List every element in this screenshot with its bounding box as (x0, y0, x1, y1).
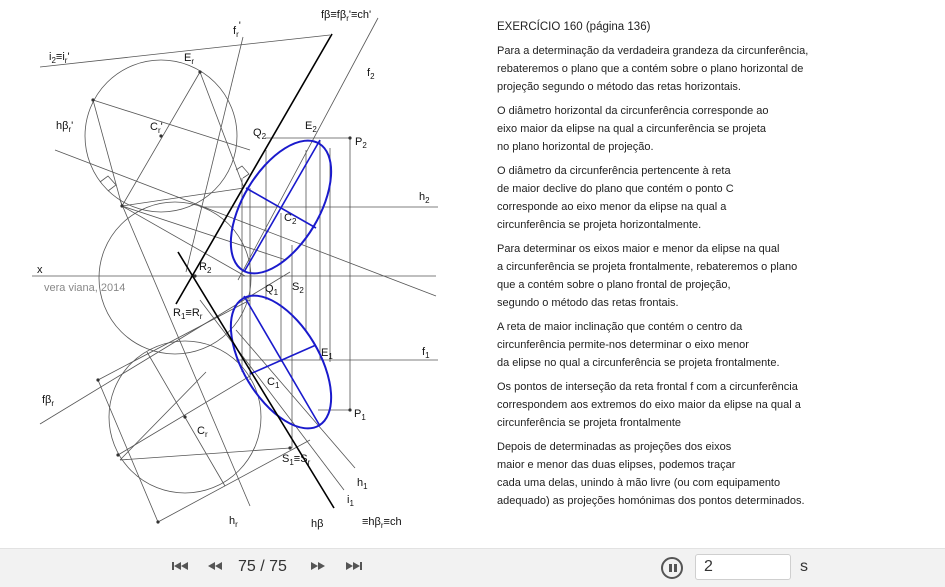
point-a (91, 98, 94, 101)
label-Cr-prime: $C_r'$ (150, 121, 163, 135)
right-angle-mark-1 (100, 176, 116, 191)
label-x: x (37, 264, 43, 276)
label-hb: hβ (311, 518, 324, 530)
point-d (96, 378, 99, 381)
step-forward-icon (309, 559, 327, 573)
label-hbr-prime: $h\beta_r'$ (56, 120, 74, 134)
speed-input[interactable]: 2 (695, 554, 791, 580)
speed-unit-label: s (800, 558, 808, 575)
label-Cr: $C_r$ (197, 425, 208, 439)
diag-c (200, 72, 244, 188)
step-back-icon (206, 559, 224, 573)
point-P2 (348, 136, 351, 139)
geometry-construction (0, 0, 480, 545)
label-E1: $E_1$ (321, 347, 333, 361)
point-Er (198, 70, 201, 73)
skip-to-end-button[interactable] (344, 559, 364, 577)
axis-minor-1 (250, 345, 316, 374)
label-S2: $S_2$ (292, 281, 304, 295)
label-P1: $P_1$ (354, 408, 366, 422)
label-R2: $R_2$ (199, 261, 212, 275)
skip-to-end-icon (345, 559, 363, 573)
pause-button[interactable] (661, 557, 683, 579)
diag-e (122, 188, 244, 206)
label-R1-Rr: $R_1\equiv R_r$ (173, 307, 203, 321)
label-S1-Sr: $S_1\equiv S_r$ (282, 453, 311, 467)
label-Q1: $Q_1$ (265, 283, 279, 297)
exercise-title: EXERCÍCIO 160 (página 136) (497, 21, 651, 33)
label-hb-bottom: $\equiv h\beta_r\equiv ch$ (362, 516, 402, 530)
label-h1: $h_1$ (357, 477, 368, 491)
axis-major-2 (244, 140, 320, 272)
label-fb-top: $f\beta\equiv f\beta_r'\equiv ch'$ (321, 9, 372, 23)
label-i2: $i_2\equiv i_r'$ (49, 51, 70, 65)
label-C1: $C_1$ (267, 376, 280, 390)
paragraph-7: Depois de determinadas as projeções dos eixos maior e menor das duas elipses, podemos traçar cada uma delas, unindo à mão livre (ou com equipamento adequado) as projeções homónimas dos pontos determinados. (497, 441, 805, 507)
label-fbr: $f\beta_r$ (42, 394, 55, 408)
trace-f2 (238, 18, 378, 280)
trace-h1 (236, 330, 355, 468)
axis-major-1 (244, 296, 320, 426)
trace-i1 (200, 300, 344, 490)
label-f1: $f_1$ (422, 346, 430, 360)
diag-b (122, 72, 200, 206)
playback-toolbar (0, 548, 945, 587)
label-f2: $f_2$ (367, 67, 375, 81)
step-back-button[interactable] (205, 559, 225, 577)
construction-lines (32, 18, 438, 522)
diag-g (122, 206, 286, 260)
paragraph-2: O diâmetro horizontal da circunferência corresponde ao eixo maior da elipse na qual a circunferência se projeta no plano horizontal de projeção. (497, 105, 769, 153)
point-S1 (288, 446, 291, 449)
paragraph-5: A reta de maior inclinação que contém o centro da circunferência permite-nos determinar o eixo menor da elipse no qual a circunferência se projeta frontalmente. (497, 321, 780, 369)
point-Cr (183, 415, 186, 418)
label-Q2: $Q_2$ (253, 127, 267, 141)
label-Er: $E_r$ (184, 52, 195, 66)
point-R2 (193, 274, 196, 277)
point-e (116, 453, 119, 456)
label-P2: $P_2$ (355, 136, 367, 150)
circle-rebated-mid (99, 202, 251, 354)
point-P1 (348, 408, 351, 411)
trace-hbr-prime (55, 150, 436, 296)
label-i1: $i_1$ (347, 494, 354, 508)
label-fr-prime: $f_r'$ (233, 20, 241, 39)
point-c (156, 520, 159, 523)
label-h2: $h_2$ (419, 191, 430, 205)
label-C2: $C_2$ (284, 212, 297, 226)
diag-n (120, 372, 206, 460)
diag-m (120, 448, 290, 460)
paragraph-3: O diâmetro da circunferência pertencente à reta de maior declive do plano que contém o ponto C corresponde ao eixo menor da elipse na qual a circunferência se projeta horizontalmente. (497, 165, 734, 231)
step-counter: 75 / 75 (238, 558, 287, 575)
strong-line-hb (178, 252, 334, 508)
label-E2: $E_2$ (305, 120, 317, 134)
skip-to-start-button[interactable] (170, 559, 190, 577)
diag-i (98, 380, 158, 522)
step-forward-button[interactable] (308, 559, 328, 577)
label-hr: $h_r$ (229, 515, 238, 529)
point-b (120, 204, 123, 207)
skip-to-start-icon (171, 559, 189, 573)
credit-text: vera viana, 2014 (44, 282, 126, 294)
paragraph-4: Para determinar os eixos maior e menor da elipse na qual a circunferência se projeta frontalmente, rebateremos o plano que a contém sobre o plano frontal de projeção, segundo o método das retas frontais. (497, 243, 798, 309)
paragraph-1: Para a determinação da verdadeira grandeza da circunferência, rebateremos o plano que a contém sobre o plano horizontal de projeção segundo o método das retas horizontais. (497, 45, 809, 93)
explanation-panel (497, 18, 937, 516)
paragraph-6: Os pontos de interseção da reta frontal f com a circunferência correspondem aos extremos do eixo maior da elipse na qual a circunferência se projeta frontalmente (497, 381, 801, 429)
